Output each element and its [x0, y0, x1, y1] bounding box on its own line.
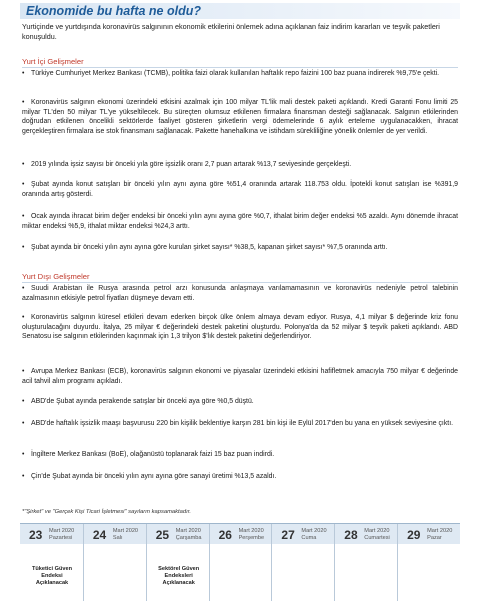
calendar-day-number: 25 — [155, 528, 170, 542]
intro-paragraph: Yurtiçinde ve yurtdışında koronavirüs salgınının ekonomik etkilerini önlemek adına açıklanan faiz indirim kararları ve teşvik paketleri konuşuldu. — [22, 22, 440, 41]
calendar-month: Mart 2020 — [301, 528, 327, 534]
bullet-icon: • — [22, 70, 25, 77]
calendar-day — [334, 524, 398, 601]
calendar-event: Sektörel Güven Endeksleri Açıklanacak — [158, 566, 200, 587]
foreign-item: • İngiltere Merkez Bankası (BoE), olağanüstü toplanarak faizi 15 baz puan indirdi. — [22, 451, 275, 458]
calendar-month: Mart 2020 — [112, 528, 139, 534]
bullet-icon: • — [22, 161, 25, 168]
foreign-item: • Koronavirüs salgının küresel etkileri devam ederken birçok ülke önlem almaya devam ediyor. Rusya, 4,1 milyar $ değerinde kriz fonu oluşturulacağını duyurdu. İtalya, 25 milyar € değerindeki destek paketini oluşturdu. Polonya'da da 52 milyar $ teşvik paketi açıklandı. ABD Senatosu ise salgının etkilerinden kaçınmak için 1,3 trilyon $'lık destek paketini değerlendiriyor. — [22, 314, 458, 341]
calendar-day — [397, 524, 461, 601]
calendar-month: Mart 2020 — [49, 528, 75, 534]
calendar-weekday: Perşembe — [238, 535, 265, 541]
foreign-heading: Yurt Dışı Gelişmeler — [22, 272, 90, 281]
domestic-item: • 2019 yılında işsiz sayısı bir önceki yıla göre işsizlik oranı 2,7 puan artarak %13,7 seviyesinde gerçekleşti. — [22, 161, 352, 168]
page-title: Ekonomide bu hafta ne oldu? — [26, 4, 201, 18]
calendar-day-number: 23 — [29, 528, 43, 542]
bullet-icon: • — [22, 451, 25, 458]
calendar-weekday: Salı — [112, 535, 123, 541]
bullet-icon: • — [22, 420, 25, 427]
calendar-day-number: 27 — [281, 528, 295, 542]
footnote: *"Şirket" ve "Gerçek Kişi Ticari İşletmesi" sayıların kapsamaktadır. — [22, 509, 192, 515]
bullet-icon: • — [22, 368, 25, 375]
calendar-month: Mart 2020 — [175, 528, 201, 534]
foreign-item: • ABD'de Şubat ayında perakende satışlar bir önceki aya göre %0,5 düştü. — [22, 398, 254, 405]
foreign-divider — [22, 282, 458, 283]
calendar-weekday: Cuma — [301, 535, 317, 541]
bullet-icon: • — [22, 285, 25, 292]
calendar-day — [146, 524, 210, 601]
domestic-item: • Türkiye Cumhuriyet Merkez Bankası (TCMB), politika faizi olarak kullanılan haftalık repo faizini 100 baz puana indirerek %9,75'e çekti. — [22, 70, 440, 77]
calendar-weekday: Pazartesi — [49, 535, 73, 541]
calendar-day — [20, 524, 83, 601]
domestic-item: • Koronavirüs salgının ekonomi üzerindeki etkisini azalmak için 100 milyar TL'lik mali destek paketi açıklandı. Kredi Garanti Fonu limiti 25 milyar TL'den 50 milyar TL'ye yükseltilecek. Bu süreçten olumsuz etkilenen firmalara finansman desteği sağlanacak. Salgının etkilerinden doğrudan etkilenen öncelikli sektörlerde faaliyet gösteren şirketlerin vergi ödemelerinde 6 aylık erteleme uygulanacakken, ihracat gerçekleştiren firmalara ise stok finansmanı sağlanacak. Pakette hanehalkına ve istihdam sürekliliğine yönelik önlemler de yer verildi. — [22, 99, 458, 135]
calendar-day — [209, 524, 273, 601]
foreign-item: • Avrupa Merkez Bankası (ECB), koronavirüs salgının ekonomi ve piyasalar üzerindeki etkisini hafifletmek amacıyla 750 milyar € değerinde acil tahvil alım programı açıkladı. — [22, 368, 458, 385]
domestic-item: • Ocak ayında ihracat birim değer endeksi bir önceki yılın aynı ayına göre %0,7, ithalat birim değer endeksi %5 azaldı. Aynı dönemde ihracat miktar endeksi %5,9, ithalat miktar endeksi %24,3 arttı. — [22, 213, 458, 230]
bullet-icon: • — [22, 398, 25, 405]
calendar-day — [271, 524, 335, 601]
calendar-day-number: 24 — [92, 528, 107, 542]
calendar-weekday: Cumartesi — [364, 535, 390, 541]
foreign-item: • Suudi Arabistan ile Rusya arasında petrol arzı konusunda anlaşmaya varılamamasının ve koronavirüs nedeniyle petrol talebinin azalmasının etkisiyle petrol fiyatları düşmeye devam etti. — [22, 285, 458, 302]
domestic-item: • Şubat ayında konut satışları bir önceki yılın aynı ayına göre %51,4 oranında artarak 118.753 oldu. İpotekli konut satışları ise %391,9 oranında artış gösterdi. — [22, 181, 458, 198]
calendar-day — [83, 524, 147, 601]
calendar-day-number: 28 — [344, 528, 358, 542]
calendar-month: Mart 2020 — [364, 528, 390, 534]
calendar-weekday: Çarşamba — [175, 535, 202, 541]
foreign-item: • ABD'de haftalık işsizlik maaşı başvurusu 220 bin kişilik beklentiye karşın 281 bin kişi ile Eylül 2017'den bu yana en yüksek seviyesine çıktı. — [22, 420, 454, 427]
bullet-icon: • — [22, 181, 25, 188]
domestic-heading: Yurt İçi Gelişmeler — [22, 57, 84, 66]
bullet-icon: • — [22, 473, 25, 480]
foreign-item: • Çin'de Şubat ayında bir önceki yılın aynı ayına göre sanayi üretimi %13,5 azaldı. — [22, 473, 277, 480]
weekly-calendar — [20, 523, 460, 601]
bullet-icon: • — [22, 99, 25, 106]
domestic-item: • Şubat ayında bir önceki yılın aynı ayına göre kurulan şirket sayısı* %38,5, kapanan şirket sayısı* %7,5 oranında arttı. — [22, 244, 388, 251]
domestic-divider — [22, 67, 458, 68]
calendar-day-number: 29 — [407, 528, 421, 542]
calendar-weekday: Pazar — [427, 535, 442, 541]
calendar-month: Mart 2020 — [427, 528, 453, 534]
calendar-event: Tüketici Güven Endeksi Açıklanacak — [31, 566, 73, 587]
bullet-icon: • — [22, 244, 25, 251]
bullet-icon: • — [22, 213, 25, 220]
bullet-icon: • — [22, 314, 25, 321]
calendar-day-number: 26 — [218, 528, 232, 542]
calendar-month: Mart 2020 — [238, 528, 264, 534]
